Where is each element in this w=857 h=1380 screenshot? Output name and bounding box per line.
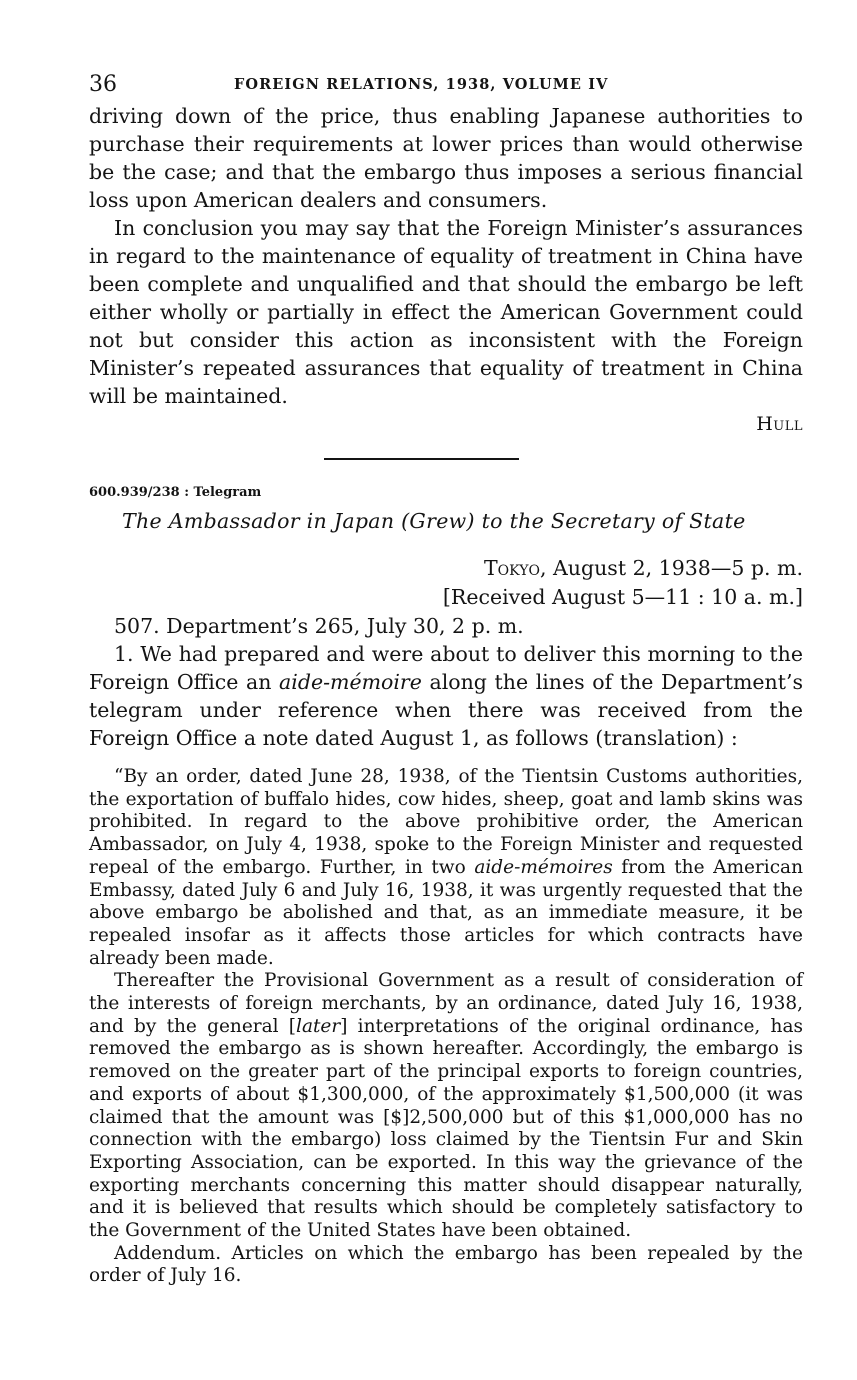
signature: Hull xyxy=(756,413,803,435)
quoted-paragraph xyxy=(89,766,803,970)
quote-text: ] interpretations of the original ordinance, has removed the embargo as is shown hereafter. Accordingly, the embargo is removed on the greater part of the principal exports to foreign countries, and exports of about $1,300,000, of the approximately $1,500,000 (it was claimed that the amount was [$]2,500,000 but of this $1,000,000 has no connection with the embargo) loss claimed by the Tientsin Fur and Skin Exporting Association, can be exported. In this way the grievance of the exporting merchants concerning this matter should disappear naturally, and it is believed that results which should be completely satisfactory to the Government of the United States have been obtained. xyxy=(89,1015,803,1242)
section-divider xyxy=(324,458,519,460)
running-head: FOREIGN RELATIONS, 1938, VOLUME IV xyxy=(234,76,609,93)
dateline xyxy=(89,554,803,583)
quoted-addendum: Addendum. Articles on which the embargo has been repealed by the order of July 16. xyxy=(89,1242,803,1287)
dateline-date: , August 2, 1938—5 p. m. xyxy=(539,556,803,580)
quote-italic-term: later xyxy=(296,1015,341,1037)
continuation-paragraph: driving down of the price, thus enabling Japanese authorities to purchase their requirements at lower prices than would otherwise be the case; and that the embargo thus imposes a serious financial loss upon American dealers and consumers. xyxy=(89,104,803,212)
document-title: The Ambassador in Japan (Grew) to the Secretary of State xyxy=(122,509,746,533)
received-line: [Received August 5—11 : 10 a. m.] xyxy=(442,585,803,609)
page-number: 36 xyxy=(89,72,117,97)
telegram-text: along the lines of the Department’s telegram under reference when there was received from the Foreign Office a note dated August 1, as follows (translation) : xyxy=(89,670,803,750)
conclusion-paragraph: In conclusion you may say that the Foreign Minister’s assurances in regard to the maintenance of equality of treatment in China have been complete and unqualified and that should the embargo be left either wholly or partially in effect the American Government could not but consider this action as inconsistent with the Foreign Minister’s repeated assurances that equality of treatment in China will be maintained. xyxy=(89,216,803,408)
page-header xyxy=(89,68,803,102)
quote-text: Thereafter the Provisional Government as a result of consideration of the interests of foreign merchants, by an ordinance, dated July 16, 1938, and by the general [ xyxy=(89,970,803,1037)
file-number: 600.939/238 : Telegram xyxy=(89,485,262,500)
dateline-place: Tokyo xyxy=(483,556,540,580)
quoted-paragraph xyxy=(89,970,803,1242)
quote-text: “By an order, dated June 28, 1938, of the Tientsin Customs authorities, the exportation of buffalo hides, cow hides, sheep, goat and lamb skins was prohibited. In regard to the above prohibitive order, the American Ambassador, on July 4, 1938, spoke to the Foreign Minister and requested repeal of the embargo. Further, in two xyxy=(89,766,803,878)
quote-text: from the American Embassy, dated July 6 and July 16, 1938, it was urgently requested that the above embargo be abolished and that, as an immediate measure, it be repealed insofar as it affects those articles for which contracts have already been made. xyxy=(89,856,803,969)
quote-italic-term: aide-mémoires xyxy=(474,856,613,878)
telegram-text: 1. We had prepared and were about to deliver this morning to the Foreign Office an xyxy=(89,642,803,694)
quoted-note xyxy=(89,766,803,1288)
telegram-italic-term: aide-mémoire xyxy=(279,670,422,694)
document-page xyxy=(89,68,803,1288)
reference-line: 507. Department’s 265, July 30, 2 p. m. xyxy=(114,614,524,638)
telegram-paragraph xyxy=(89,640,803,752)
